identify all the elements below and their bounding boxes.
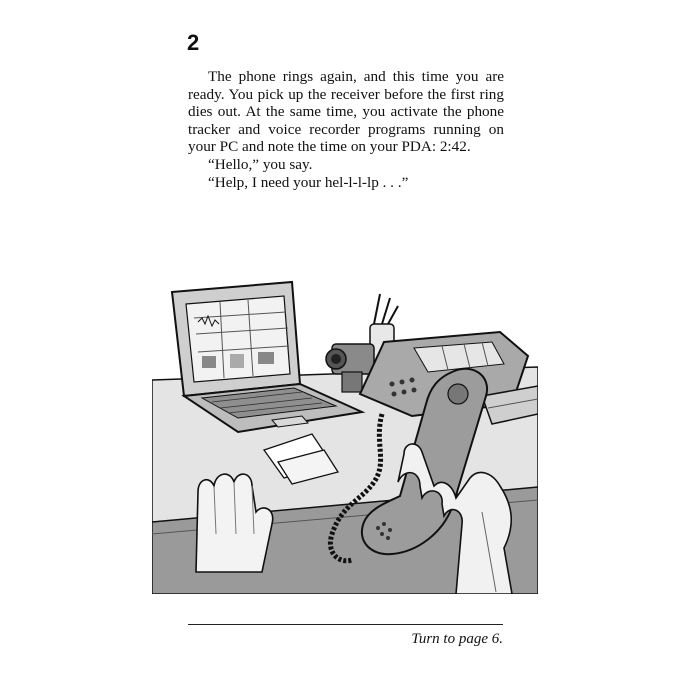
page-number: 2 <box>187 30 200 55</box>
story-paragraph: “Help, I need your hel-l-l-lp . . .” <box>208 173 409 191</box>
footer-divider <box>188 624 503 625</box>
turn-to-page-instruction: Turn to page 6. <box>411 631 503 647</box>
story-paragraph: “Hello,” you say. <box>208 155 313 173</box>
story-paragraph: The phone rings again, and this time you are ready. You pick up the receiver before the first ring dies out. At the same time, you activate the phone tracker and voice recorder programs running on your PC and note the time on your PDA: 2:42. <box>188 68 504 156</box>
desk-illustration <box>152 272 538 594</box>
illustration-drawing <box>152 272 538 594</box>
story-text <box>188 68 504 191</box>
